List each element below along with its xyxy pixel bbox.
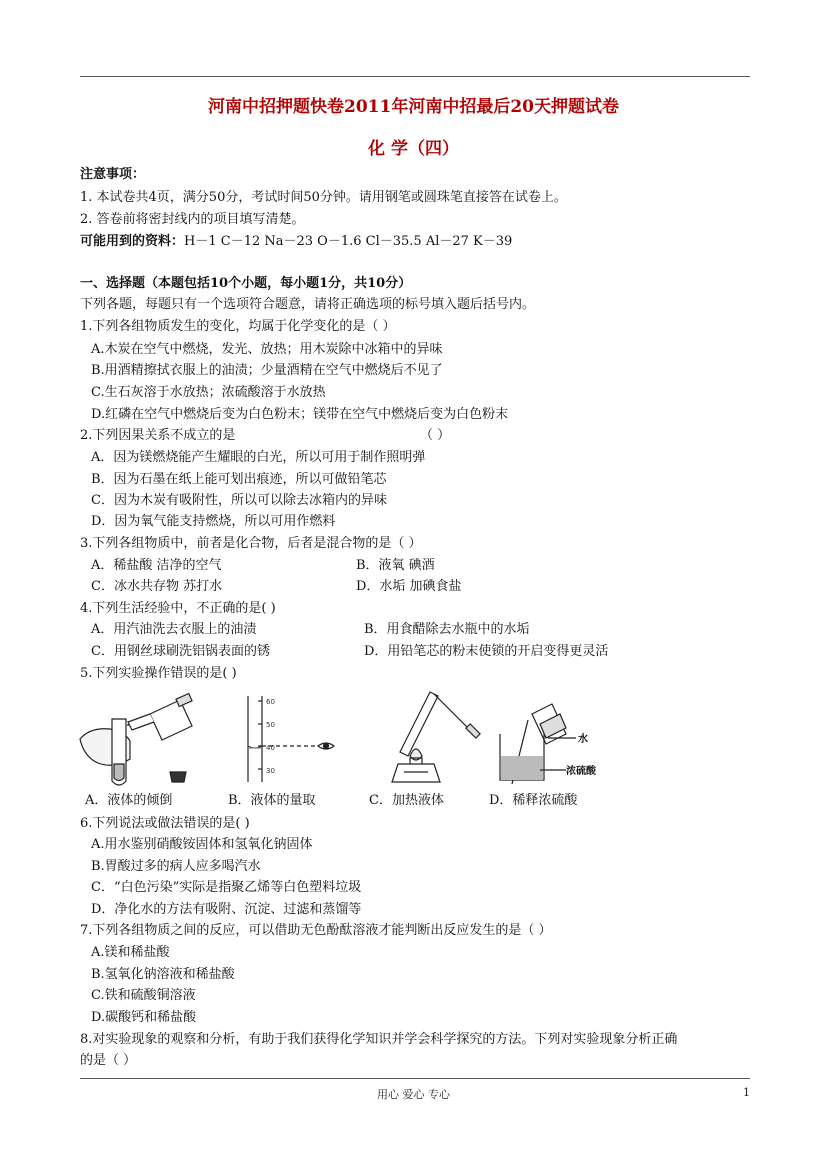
bottom-rule xyxy=(80,1078,750,1079)
label-water: 水 xyxy=(578,734,588,745)
q4-option-b: B．用食醋除去水瓶中的水垢 xyxy=(364,622,530,637)
q5-option-c: C．加热液体 xyxy=(369,793,444,808)
q8-stem-line1: 8.对实验现象的观察和分析，有助于我们获得化学知识并学会科学探究的方法。下列对实验现象分析正确 xyxy=(80,1032,678,1047)
q2-option-c: C．因为木炭有吸附性，所以可以除去冰箱内的异味 xyxy=(91,493,387,508)
atomic-mass-line xyxy=(80,233,512,251)
q6-option-b: B.胃酸过多的病人应多喝汽水 xyxy=(91,859,261,874)
q5-stem: 5.下列实验操作错误的是( ) xyxy=(80,666,237,681)
figure-a-pouring xyxy=(80,693,192,785)
q1-option-a: A.木炭在空气中燃烧，发光、放热；用木炭除中冰箱中的异味 xyxy=(91,342,443,357)
notes-heading: 注意事项： xyxy=(80,167,146,182)
q6-option-d: D．净化水的方法有吸附、沉淀、过滤和蒸馏等 xyxy=(91,902,362,917)
q3-option-d: D．水垢 加碘食盐 xyxy=(356,579,462,594)
q4-option-c: C．用钢丝球刷洗铝锅表面的锈 xyxy=(91,644,270,659)
section1-instruction: 下列各题，每题只有一个选项符合题意，请将正确选项的标号填入题后括号内。 xyxy=(80,297,536,312)
q4-stem: 4.下列生活经验中，不正确的是( ) xyxy=(80,601,276,616)
q5-figures xyxy=(0,684,827,794)
note-item-2: 2. 答卷前将密封线内的项目填写清楚。 xyxy=(80,212,305,227)
q2-option-d: D．因为氧气能支持燃烧，所以可用作燃料 xyxy=(91,514,336,529)
note-item-1: 1. 本试卷共4页，满分50分，考试时间50分钟。请用钢笔或圆珠笔直接答在试卷上。 xyxy=(80,190,567,205)
page-number: 1 xyxy=(743,1086,750,1099)
q4-option-a: A．用汽油洗去衣服上的油渍 xyxy=(91,622,257,637)
cylinder-tick-60: 60 xyxy=(266,698,275,706)
q6-option-c: C．“白色污染”实际是指聚乙烯等白色塑料垃圾 xyxy=(91,880,362,895)
page-subtitle: 化 学（四） xyxy=(368,139,459,159)
q7-option-d: D.碳酸钙和稀盐酸 xyxy=(91,1010,197,1025)
q3-option-c: C．冰水共存物 苏打水 xyxy=(91,579,223,594)
cylinder-tick-40: 40 xyxy=(266,744,275,752)
q2-option-a: A．因为镁燃烧能产生耀眼的白光，所以可用于制作照明弹 xyxy=(91,450,426,465)
label-concentrated-acid: 浓硫酸 xyxy=(566,766,596,777)
q5-option-a: A．液体的倾倒 xyxy=(85,793,173,808)
q3-option-a: A．稀盐酸 洁净的空气 xyxy=(91,558,222,573)
figure-b-measuring xyxy=(248,696,334,782)
q2-option-b: B．因为石墨在纸上能可划出痕迹，所以可做铅笔芯 xyxy=(91,472,387,487)
q5-option-b: B．液体的量取 xyxy=(228,793,316,808)
q3-stem: 3.下列各组物质中，前者是化合物，后者是混合物的是（ ） xyxy=(80,536,422,551)
figure-c-heating xyxy=(392,692,480,782)
q7-option-b: B.氢氧化钠溶液和稀盐酸 xyxy=(91,967,235,982)
q8-stem-line2: 的是（ ） xyxy=(80,1053,137,1068)
figure-d-diluting xyxy=(500,704,576,784)
q2-stem: 2.下列因果关系不成立的是 xyxy=(80,428,236,443)
q3-option-b: B．液氧 碘酒 xyxy=(356,558,435,573)
atomic-mass-values: H－1 C－12 Na－23 O－1.6 Cl－35.5 Al－27 K－39 xyxy=(184,234,513,249)
footer-motto: 用心 爱心 专心 xyxy=(377,1088,450,1101)
q1-option-b: B.用酒精擦拭衣服上的油渍；少量酒精在空气中燃烧后不见了 xyxy=(91,363,443,378)
atomic-mass-label: 可能用到的资料： xyxy=(80,234,185,249)
q1-option-c: C.生石灰溶于水放热；浓硫酸溶于水放热 xyxy=(91,385,326,400)
q6-option-a: A.用水鉴别硝酸铵固体和氢氧化钠固体 xyxy=(91,837,313,852)
q7-option-c: C.铁和硫酸铜溶液 xyxy=(91,988,196,1003)
q1-option-d: D.红磷在空气中燃烧后变为白色粉末；镁带在空气中燃烧后变为白色粉末 xyxy=(91,407,509,422)
cylinder-tick-50: 50 xyxy=(266,721,275,729)
q4-option-d: D．用铅笔芯的粉末使锁的开启变得更灵活 xyxy=(364,644,609,659)
q6-stem: 6.下列说法或做法错误的是( ) xyxy=(80,816,250,831)
page-title: 河南中招押题快卷2011年河南中招最后20天押题试卷 xyxy=(208,97,619,117)
section1-heading: 一、选择题（本题包括10个小题，每小题1分，共10分） xyxy=(80,276,412,291)
q7-option-a: A.镁和稀盐酸 xyxy=(91,945,170,960)
q7-stem: 7.下列各组物质之间的反应，可以借助无色酚酞溶液才能判断出反应发生的是（ ） xyxy=(80,923,552,938)
q1-stem: 1.下列各组物质发生的变化，均属于化学变化的是（ ） xyxy=(80,319,396,334)
q2-answer-paren: （ ） xyxy=(420,428,451,443)
cylinder-tick-30: 30 xyxy=(266,767,275,775)
q5-option-d: D．稀释浓硫酸 xyxy=(489,793,578,808)
top-rule xyxy=(80,76,750,77)
